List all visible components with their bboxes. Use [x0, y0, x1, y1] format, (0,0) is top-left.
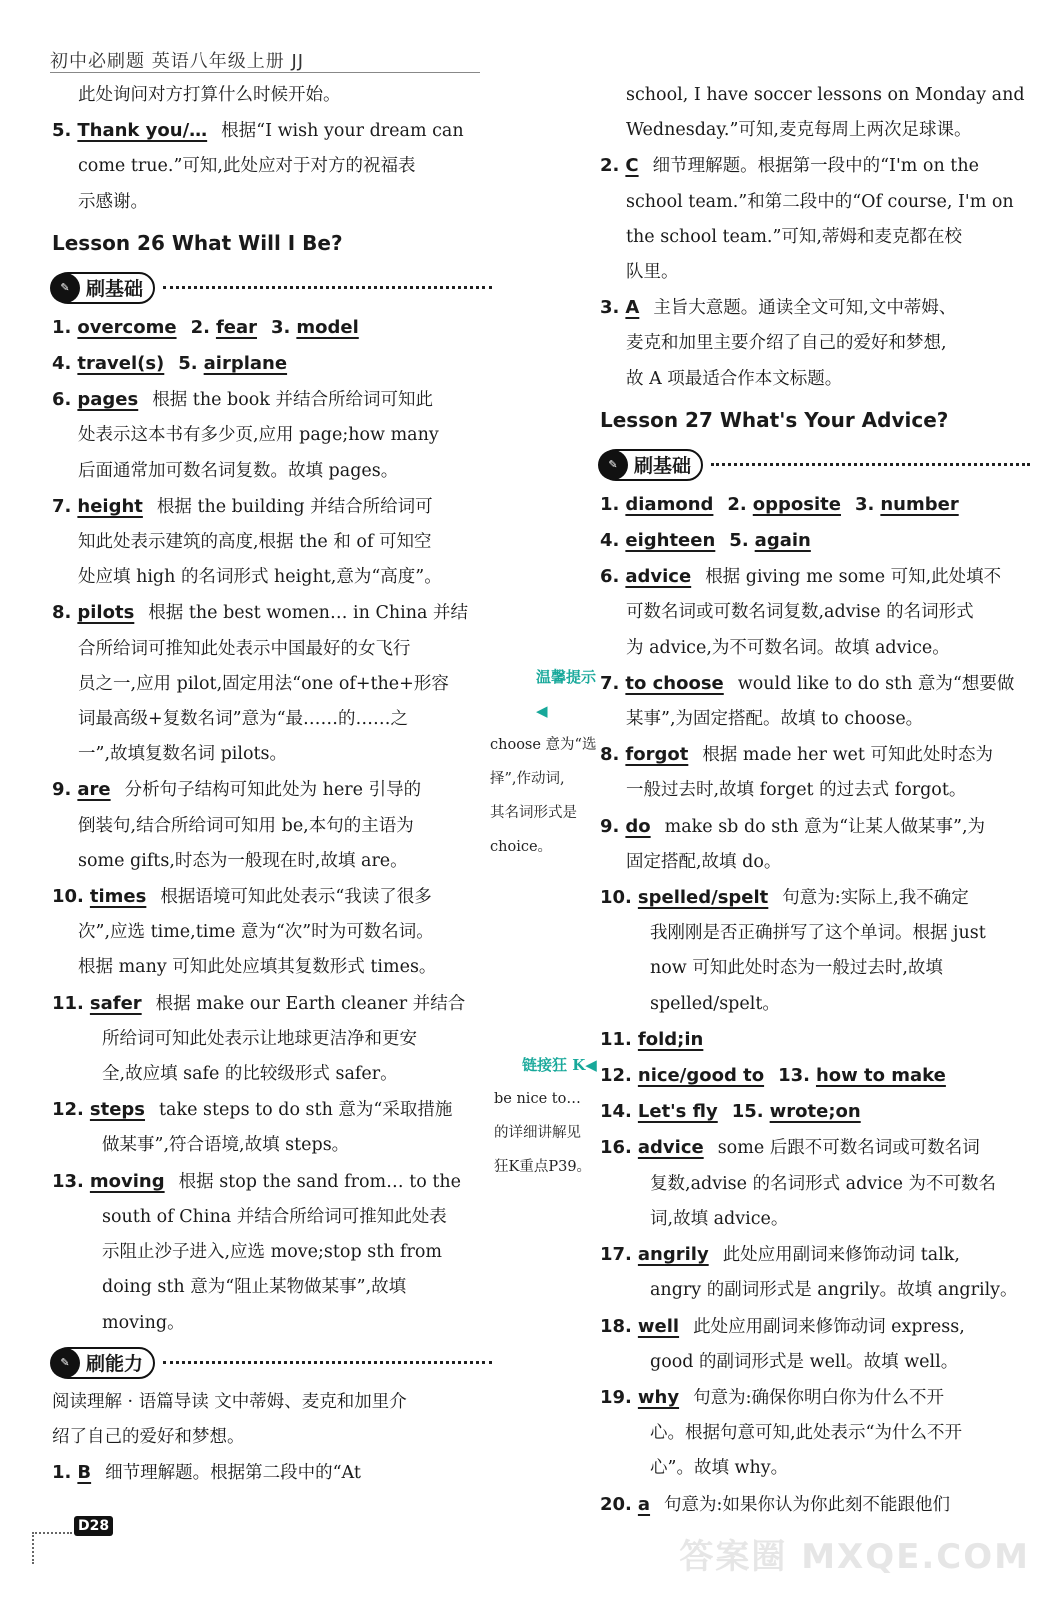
- explanation-text: take steps to do sth 意为“采取措施: [159, 1100, 453, 1121]
- item-number: 5.: [729, 530, 749, 552]
- explanation-text: 复数,advise 的名词形式 advice 为不可数名: [650, 1173, 996, 1194]
- answer-word: wrote;on: [769, 1101, 861, 1123]
- explanation-text: 心”。故填 why。: [650, 1458, 789, 1479]
- answer-row: [600, 487, 1030, 523]
- explanation-text: 倒装句,结合所给词可知用 be,本句的主语为: [78, 815, 414, 836]
- answer-word: eighteen: [625, 530, 716, 552]
- item-number: 8.: [52, 602, 72, 624]
- item-number: 10.: [600, 887, 632, 909]
- answer-word: height: [77, 495, 143, 517]
- explanation-text: school team.”和第二段中的“Of course, I'm on: [626, 191, 1014, 212]
- answer-item: [52, 1455, 492, 1491]
- item-number: 11.: [600, 1028, 632, 1050]
- answer-word: pages: [77, 389, 139, 411]
- answer-item: [52, 986, 492, 1022]
- answer-word: moving: [89, 1170, 165, 1192]
- item-number: 17.: [600, 1244, 632, 1266]
- explanation-line: [52, 737, 492, 772]
- answer-word: pilots: [77, 602, 135, 624]
- tip-line: 择”,作动词,: [490, 771, 565, 787]
- answer-row: [600, 1094, 1030, 1130]
- answer-item: [600, 290, 1030, 326]
- explanation-text: 次”,应选 time,time 意为“次”时为可数名词。: [78, 922, 434, 943]
- explanation-text: spelled/spelt。: [650, 993, 780, 1014]
- explanation-text: 示感谢。: [78, 191, 148, 212]
- item-number: 19.: [600, 1386, 632, 1408]
- item-number: 18.: [600, 1315, 632, 1337]
- item-number: 2.: [190, 316, 210, 338]
- answer-word: number: [880, 493, 959, 515]
- answer-item: [600, 1130, 1030, 1166]
- item-number: 3.: [271, 316, 291, 338]
- answer-word: diamond: [625, 493, 714, 515]
- explanation-text: 句意为:如果你认为你此刻不能跟他们: [664, 1494, 950, 1515]
- explanation-text: 此处询问对方打算什么时候开始。: [78, 85, 341, 105]
- explanation-text: 句意为:确保你明白你为什么不开: [693, 1387, 944, 1408]
- item-number: 7.: [52, 495, 72, 517]
- item-number: 12.: [600, 1065, 632, 1087]
- explanation-line: [600, 78, 1030, 113]
- answer-row: [52, 346, 492, 382]
- answer-word: Let's fly: [637, 1101, 718, 1123]
- explanation-line: [52, 78, 492, 113]
- explanation-text: 做某事”,符合语境,故填 steps。: [102, 1135, 350, 1156]
- answer-item: [52, 1092, 492, 1128]
- answer-word: model: [296, 316, 359, 338]
- explanation-line: [52, 525, 492, 560]
- banner-label: 刷基础: [86, 278, 144, 301]
- answer-word: to choose: [625, 672, 724, 694]
- explanation-text: make sb do sth 意为“让某人做某事”,为: [664, 816, 986, 837]
- link-line: 的详细讲解见: [494, 1125, 581, 1141]
- explanation-line: [600, 845, 1030, 880]
- explanation-text: 为 advice,为不可数名词。故填 advice。: [626, 637, 950, 658]
- answer-row: [600, 1022, 1030, 1058]
- page-corner-mark: [32, 1532, 72, 1564]
- explanation-text: 主旨大意题。通读全文可知,文中蒂姆、: [653, 298, 957, 319]
- answer-word: well: [637, 1315, 680, 1337]
- explanation-line: [600, 326, 1030, 361]
- item-number: 13.: [778, 1065, 810, 1087]
- explanation-line: [52, 702, 492, 737]
- explanation-text: 后面通常加可数名词复数。故填 pages。: [78, 460, 399, 481]
- answer-word: angrily: [637, 1244, 709, 1266]
- answer-row: [600, 1058, 1030, 1094]
- explanation-text: 故 A 项最适合作本文标题。: [626, 368, 843, 389]
- explanation-line: [52, 1057, 492, 1092]
- answer-word: nice/good to: [637, 1065, 765, 1087]
- explanation-text: 一”,故填复数名词 pilots。: [78, 744, 288, 765]
- explanation-text: 此处应用副词来修饰动词 talk,: [722, 1245, 960, 1266]
- pencil-icon: ✎: [50, 273, 80, 303]
- explanation-text: south of China 并结合所给词可推知此处表: [102, 1206, 447, 1227]
- explanation-line: [52, 1306, 492, 1341]
- explanation-text: 根据 the best women… in China 并结: [148, 603, 468, 624]
- explanation-line: [52, 1200, 492, 1235]
- explanation-line: [52, 560, 492, 595]
- explanation-line: [600, 987, 1030, 1022]
- explanation-text: 绍了自己的爱好和梦想。: [52, 1426, 245, 1447]
- explanation-line: [600, 1273, 1030, 1308]
- pencil-icon: ✎: [598, 450, 628, 480]
- item-number: 7.: [600, 672, 620, 694]
- explanation-text: 队里。: [626, 262, 679, 283]
- explanation-text: 处应填 high 的名词形式 height,意为“高度”。: [78, 567, 442, 588]
- item-number: 4.: [600, 530, 620, 552]
- dotted-rule: [163, 286, 492, 289]
- answer-word: C: [625, 155, 639, 177]
- explanation-text: 一般过去时,故填 forget 的过去式 forgot。: [626, 780, 967, 801]
- explanation-line: [52, 915, 492, 950]
- page-number: D28: [74, 1516, 113, 1536]
- explanation-line: [52, 1235, 492, 1270]
- explanation-text: 根据 the building 并结合所给词可: [156, 496, 433, 517]
- section-banner: [600, 445, 1030, 485]
- explanation-text: 根据 many 可知此处应填其复数形式 times。: [78, 957, 437, 978]
- answer-item: [600, 1237, 1030, 1273]
- explanation-line: [52, 1270, 492, 1305]
- watermark: 答案圈 MXQE.COM: [679, 1537, 1030, 1577]
- answer-item: [600, 148, 1030, 184]
- explanation-line: [52, 149, 492, 184]
- explanation-text: 根据 make our Earth cleaner 并结合: [155, 993, 466, 1014]
- explanation-line: [600, 916, 1030, 951]
- left-column: [52, 78, 492, 1491]
- answer-word: fold;in: [637, 1028, 704, 1050]
- answer-word: how to make: [815, 1065, 946, 1087]
- answer-word: why: [637, 1386, 680, 1408]
- explanation-text: 细节理解题。根据第二段中的“At: [105, 1463, 361, 1484]
- explanation-line: [600, 702, 1030, 737]
- answer-word: overcome: [77, 316, 177, 338]
- banner-badge: [600, 449, 703, 481]
- explanation-text: 全,故应填 safe 的比较级形式 safer。: [102, 1064, 398, 1085]
- item-number: 2.: [600, 155, 620, 177]
- explanation-line: [52, 418, 492, 453]
- explanation-line: [52, 1385, 492, 1420]
- item-number: 1.: [52, 1462, 72, 1484]
- item-number: 1.: [600, 493, 620, 515]
- dotted-rule: [711, 463, 1030, 466]
- explanation-text: 句意为:实际上,我不确定: [782, 888, 969, 909]
- explanation-text: 词最高级+复数名词”意为“最……的……之: [78, 709, 409, 730]
- lesson-title: Lesson 27 What's Your Advice?: [600, 407, 949, 432]
- explanation-text: 可数名词或可数名词复数,advise 的名词形式: [626, 602, 974, 623]
- link-line: be nice to…: [494, 1091, 581, 1107]
- answer-word: opposite: [752, 493, 841, 515]
- explanation-line: [52, 1128, 492, 1163]
- explanation-text: some gifts,时态为一般现在时,故填 are。: [78, 850, 408, 871]
- section-banner: [52, 268, 492, 308]
- explanation-line: [600, 951, 1030, 986]
- item-number: 15.: [731, 1101, 764, 1123]
- answer-word: advice: [625, 566, 692, 588]
- answer-item: [52, 772, 492, 808]
- explanation-text: 根据语境可知此处表示“我读了很多: [160, 887, 432, 908]
- pencil-icon: ✎: [50, 1348, 80, 1378]
- item-number: 9.: [600, 815, 620, 837]
- running-header: 初中必刷题 英语八年级上册 JJ: [50, 51, 305, 72]
- explanation-line: [600, 773, 1030, 808]
- answer-word: travel(s): [77, 353, 165, 375]
- answer-word: times: [89, 886, 147, 908]
- explanation-text: now 可知此处时态为一般过去时,故填: [650, 958, 943, 979]
- answer-item: [600, 666, 1030, 702]
- explanation-text: 分析句子结构可知此处为 here 引导的: [124, 780, 422, 801]
- item-number: 5.: [52, 120, 72, 142]
- explanation-line: [52, 667, 492, 702]
- explanation-text: 根据 the book 并结合所给词可知此: [152, 390, 433, 411]
- link-label: 链接狂 K◀: [522, 1056, 597, 1074]
- banner-label: 刷基础: [634, 455, 692, 478]
- answer-word: steps: [89, 1099, 146, 1121]
- answer-item: [600, 1487, 1030, 1523]
- lesson-title: Lesson 26 What Will I Be?: [52, 230, 343, 255]
- explanation-line: [52, 185, 492, 220]
- item-number: 5.: [178, 353, 198, 375]
- explanation-text: 合所给词可推知此处表示中国最好的女飞行: [78, 638, 411, 659]
- tip-line: choose 意为“选: [490, 737, 597, 753]
- explanation-text: 根据“I wish your dream can: [221, 121, 464, 142]
- item-number: 12.: [52, 1099, 84, 1121]
- tip-label: 温馨提示◀: [536, 668, 597, 720]
- explanation-text: school, I have soccer lessons on Monday and: [626, 85, 1025, 105]
- explanation-text: 我刚刚是否正确拼写了这个单词。根据 just: [650, 923, 986, 944]
- explanation-line: [52, 1022, 492, 1057]
- banner-label: 刷能力: [86, 1353, 144, 1376]
- explanation-text: 根据 giving me some 可知,此处填不: [705, 567, 1002, 588]
- answer-word: airplane: [203, 353, 288, 375]
- link-note: [494, 1048, 604, 1184]
- item-number: 1.: [52, 316, 72, 338]
- answer-item: [600, 559, 1030, 595]
- explanation-text: the school team.”可知,蒂姆和麦克都在校: [626, 226, 962, 247]
- explanation-line: [600, 185, 1030, 220]
- explanation-text: 此处应用副词来修饰动词 express,: [693, 1316, 965, 1337]
- explanation-line: [600, 631, 1030, 666]
- tip-line: choice。: [490, 839, 553, 855]
- explanation-text: 麦克和加里主要介绍了自己的爱好和梦想,: [626, 333, 947, 354]
- item-number: 4.: [52, 353, 72, 375]
- answer-word: Thank you/…: [77, 120, 208, 142]
- answer-row: [600, 523, 1030, 559]
- answer-word: A: [625, 297, 640, 319]
- explanation-text: 某事”,为固定搭配。故填 to choose。: [626, 709, 924, 730]
- explanation-text: 细节理解题。根据第一段中的“I'm on the: [652, 156, 979, 177]
- right-column: [600, 78, 1030, 1523]
- item-number: 3.: [600, 297, 620, 319]
- explanation-text: 根据 stop the sand from… to the: [178, 1171, 462, 1192]
- answer-item: [600, 880, 1030, 916]
- item-number: 8.: [600, 744, 620, 766]
- explanation-line: [52, 1420, 492, 1455]
- tip-line: 其名词形式是: [490, 805, 577, 821]
- banner-badge: [52, 272, 155, 304]
- item-number: 10.: [52, 886, 84, 908]
- explanation-text: angry 的副词形式是 angrily。故填 angrily。: [650, 1280, 1018, 1301]
- answer-item: [52, 382, 492, 418]
- banner-badge: [52, 1347, 155, 1379]
- explanation-line: [600, 1451, 1030, 1486]
- item-number: 6.: [600, 566, 620, 588]
- explanation-line: [52, 809, 492, 844]
- explanation-text: 知此处表示建筑的高度,根据 the 和 of 可知空: [78, 532, 432, 553]
- explanation-text: 阅读理解 · 语篇导读 文中蒂姆、麦克和加里介: [52, 1391, 407, 1412]
- answer-word: spelled/spelt: [637, 887, 769, 909]
- explanation-text: Wednesday.”可知,麦克每周上两次足球课。: [626, 120, 972, 141]
- item-number: 2.: [727, 493, 747, 515]
- item-number: 6.: [52, 389, 72, 411]
- item-number: 16.: [600, 1137, 632, 1159]
- explanation-line: [600, 595, 1030, 630]
- explanation-text: 根据 made her wet 可知此处时态为: [702, 745, 994, 766]
- answer-word: safer: [89, 992, 142, 1014]
- explanation-line: [600, 1416, 1030, 1451]
- explanation-line: [52, 844, 492, 879]
- answer-item: [600, 1309, 1030, 1345]
- explanation-text: some 后跟不可数名词或可数名词: [717, 1138, 980, 1159]
- item-number: 11.: [52, 992, 84, 1014]
- answer-word: forgot: [625, 744, 689, 766]
- answer-word: advice: [637, 1137, 704, 1159]
- answer-word: again: [754, 530, 811, 552]
- item-number: 3.: [854, 493, 875, 515]
- section-banner: [52, 1343, 492, 1383]
- item-number: 13.: [52, 1170, 84, 1192]
- link-line: 狂K重点P39。: [494, 1159, 592, 1175]
- answer-item: [52, 879, 492, 915]
- dotted-rule: [163, 1361, 492, 1364]
- explanation-line: [600, 1167, 1030, 1202]
- explanation-text: doing sth 意为“阻止某物做某事”,故填: [102, 1277, 407, 1298]
- answer-row: [52, 310, 492, 346]
- answer-item: [600, 809, 1030, 845]
- explanation-line: [600, 362, 1030, 397]
- explanation-text: would like to do sth 意为“想要做: [737, 673, 1015, 694]
- explanation-text: 示阻止沙子进入,应选 move;stop sth from: [102, 1242, 443, 1263]
- answer-item: [600, 737, 1030, 773]
- tip-note: [490, 660, 600, 864]
- explanation-text: 员之一,应用 pilot,固定用法“one of+the+形容: [78, 673, 449, 694]
- explanation-text: 所给词可知此处表示让地球更洁净和更安: [102, 1028, 417, 1049]
- header-rule: [50, 72, 480, 73]
- answer-word: are: [77, 779, 111, 801]
- answer-word: a: [637, 1493, 651, 1515]
- explanation-line: [600, 220, 1030, 255]
- answer-item: [52, 489, 492, 525]
- explanation-text: 处表示这本书有多少页,应用 page;how many: [78, 425, 439, 446]
- explanation-line: [600, 113, 1030, 148]
- explanation-text: 固定搭配,故填 do。: [626, 851, 782, 872]
- answer-word: do: [625, 815, 651, 837]
- item-number: 9.: [52, 779, 72, 801]
- explanation-text: come true.”可知,此处应对于对方的祝福表: [78, 156, 416, 177]
- item-number: 20.: [600, 1493, 632, 1515]
- explanation-text: 词,故填 advice。: [650, 1208, 789, 1229]
- answer-item: [600, 1380, 1030, 1416]
- answer-word: fear: [215, 316, 257, 338]
- explanation-line: [52, 632, 492, 667]
- explanation-line: [52, 950, 492, 985]
- explanation-text: moving。: [102, 1312, 185, 1333]
- item-number: 14.: [600, 1101, 632, 1123]
- answer-item: [52, 113, 492, 149]
- explanation-text: good 的副词形式是 well。故填 well。: [650, 1351, 959, 1372]
- answer-item: [52, 595, 492, 631]
- answer-word: B: [77, 1462, 92, 1484]
- explanation-line: [52, 454, 492, 489]
- explanation-line: [600, 255, 1030, 290]
- answer-item: [52, 1164, 492, 1200]
- explanation-line: [600, 1202, 1030, 1237]
- explanation-text: 心。根据句意可知,此处表示“为什么不开: [650, 1423, 963, 1444]
- explanation-line: [600, 1345, 1030, 1380]
